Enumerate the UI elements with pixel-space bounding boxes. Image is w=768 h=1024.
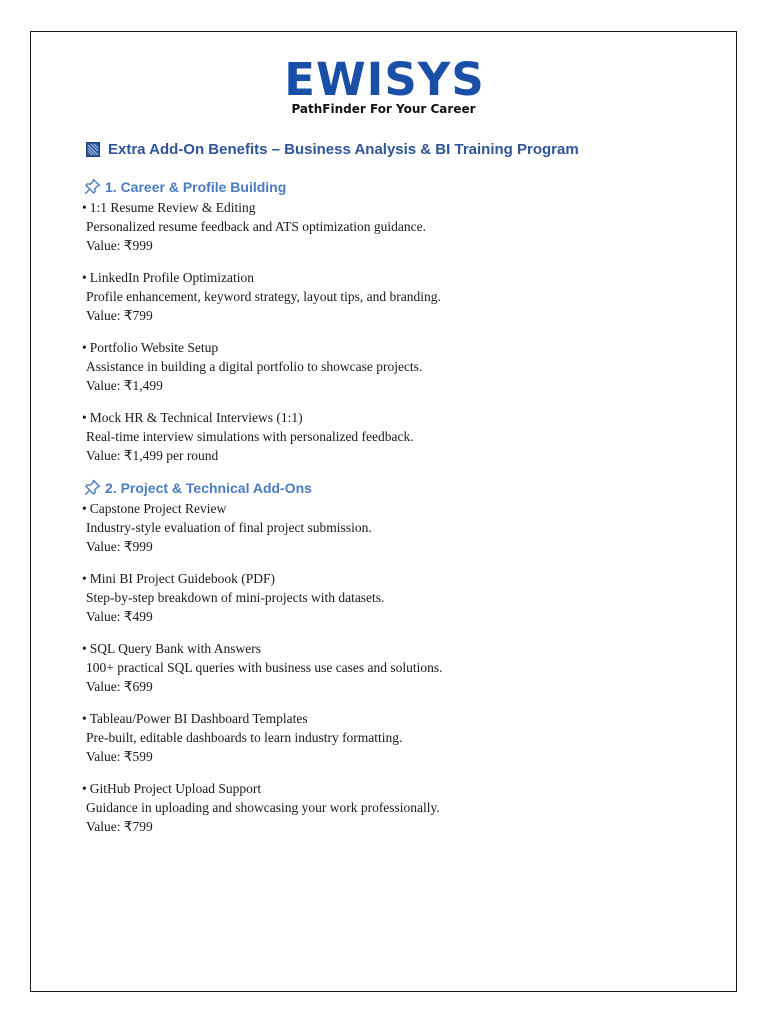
item-title-line bbox=[82, 408, 682, 427]
section-heading bbox=[84, 178, 682, 198]
item-value: Value: ₹799 bbox=[86, 819, 153, 834]
item-description: Guidance in uploading and showcasing your work professionally. bbox=[86, 800, 440, 815]
list-item bbox=[82, 338, 682, 395]
bullet: • bbox=[82, 200, 87, 215]
item-title-line bbox=[82, 779, 682, 798]
section-heading-text: 2. Project & Technical Add-Ons bbox=[105, 480, 312, 496]
item-title-line bbox=[82, 338, 682, 357]
item-title-line bbox=[82, 709, 682, 728]
item-description: Assistance in building a digital portfolio to showcase projects. bbox=[86, 359, 423, 374]
bullet: • bbox=[82, 641, 87, 656]
bullet: • bbox=[82, 571, 87, 586]
item-title: Capstone Project Review bbox=[89, 501, 227, 516]
item-value: Value: ₹999 bbox=[86, 539, 153, 554]
list-item bbox=[82, 499, 682, 556]
item-title-line bbox=[82, 569, 682, 588]
item-title: Mini BI Project Guidebook (PDF) bbox=[89, 571, 275, 586]
item-title-line bbox=[82, 198, 682, 217]
item-value: Value: ₹999 bbox=[86, 238, 153, 253]
section-heading-text: 1. Career & Profile Building bbox=[105, 179, 287, 195]
item-description: Real-time interview simulations with personalized feedback. bbox=[86, 429, 414, 444]
item-title-line bbox=[82, 268, 682, 287]
brand-logo: EWISYS bbox=[284, 53, 485, 106]
item-value: Value: ₹699 bbox=[86, 679, 153, 694]
item-title: LinkedIn Profile Optimization bbox=[89, 270, 254, 285]
section bbox=[82, 479, 682, 836]
sections-container bbox=[82, 178, 682, 836]
book-icon bbox=[86, 142, 100, 157]
document-content bbox=[82, 140, 682, 849]
list-item bbox=[82, 709, 682, 766]
list-item bbox=[82, 779, 682, 836]
item-description: Profile enhancement, keyword strategy, layout tips, and branding. bbox=[86, 289, 441, 304]
list-item bbox=[82, 569, 682, 626]
item-description: Pre-built, editable dashboards to learn industry formatting. bbox=[86, 730, 403, 745]
bullet: • bbox=[82, 501, 87, 516]
pushpin-icon bbox=[84, 479, 101, 496]
brand-header bbox=[31, 53, 736, 116]
pushpin-icon bbox=[84, 178, 101, 195]
item-description: Industry-style evaluation of final project submission. bbox=[86, 520, 372, 535]
list-item bbox=[82, 268, 682, 325]
item-title: Portfolio Website Setup bbox=[89, 340, 219, 355]
item-title: Mock HR & Technical Interviews (1:1) bbox=[89, 410, 303, 425]
document-title bbox=[86, 140, 682, 162]
item-description: Step-by-step breakdown of mini-projects with datasets. bbox=[86, 590, 385, 605]
item-title: 1:1 Resume Review & Editing bbox=[89, 200, 256, 215]
item-description: Personalized resume feedback and ATS optimization guidance. bbox=[86, 219, 427, 234]
bullet: • bbox=[82, 711, 87, 726]
item-title: Tableau/Power BI Dashboard Templates bbox=[89, 711, 308, 726]
section-heading bbox=[84, 479, 682, 499]
item-value: Value: ₹599 bbox=[86, 749, 153, 764]
list-item bbox=[82, 408, 682, 465]
bullet: • bbox=[82, 781, 87, 796]
list-item bbox=[82, 198, 682, 255]
bullet: • bbox=[82, 270, 87, 285]
section bbox=[82, 178, 682, 465]
bullet: • bbox=[82, 410, 87, 425]
item-title: SQL Query Bank with Answers bbox=[89, 641, 261, 656]
item-title-line bbox=[82, 499, 682, 518]
list-item bbox=[82, 639, 682, 696]
bullet: • bbox=[82, 340, 87, 355]
item-value: Value: ₹1,499 per round bbox=[86, 448, 219, 463]
item-title-line bbox=[82, 639, 682, 658]
item-description: 100+ practical SQL queries with business use cases and solutions. bbox=[86, 660, 443, 675]
brand-tagline: PathFinder For Your Career bbox=[291, 102, 476, 116]
item-value: Value: ₹799 bbox=[86, 308, 153, 323]
item-title: GitHub Project Upload Support bbox=[89, 781, 262, 796]
document-title-text: Extra Add-On Benefits – Business Analysis & BI Training Program bbox=[108, 141, 579, 158]
item-value: Value: ₹499 bbox=[86, 609, 153, 624]
item-value: Value: ₹1,499 bbox=[86, 378, 163, 393]
